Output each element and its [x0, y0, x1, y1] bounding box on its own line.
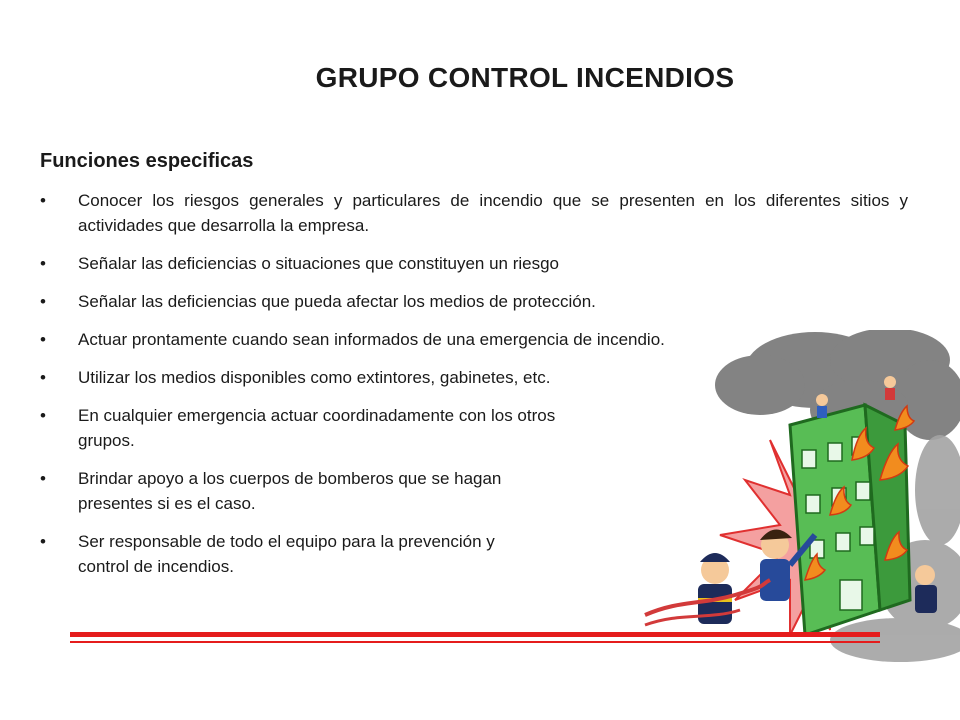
list-item-text: Utilizar los medios disponibles como extintores, gabinetes, etc. [78, 368, 551, 387]
list-item [40, 365, 678, 390]
list-item [40, 188, 908, 238]
list-item-text: Brindar apoyo a los cuerpos de bomberos que se hagan [78, 469, 502, 488]
bullet-icon: • [40, 330, 46, 349]
bullet-icon: • [40, 191, 46, 210]
bullet-icon: • [40, 292, 46, 311]
section-heading: Funciones especificas [40, 150, 254, 172]
divider-rule-thin [70, 641, 880, 643]
list-item-text: En cualquier emergencia actuar coordinadamente con los otros [78, 406, 556, 425]
list-item [40, 466, 678, 516]
slide-title: GRUPO CONTROL INCENDIOS [315, 62, 735, 93]
list-item [40, 403, 678, 453]
list-item [40, 289, 908, 314]
list-item-text: Señalar las deficiencias o situaciones que constituyen un riesgo [78, 254, 560, 273]
list-item-text: Actuar prontamente cuando sean informados de una emergencia de incendio. [78, 330, 665, 349]
bullet-icon: • [40, 532, 46, 551]
list-item-continuation: grupos. [78, 431, 135, 450]
list-item-text: Señalar las deficiencias que pueda afectar los medios de protección. [78, 292, 596, 311]
list-item [40, 251, 908, 276]
list-item-continuation: control de incendios. [78, 557, 234, 576]
bullet-icon: • [40, 368, 46, 387]
bullet-icon: • [40, 254, 46, 273]
list-item-text: Conocer los riesgos generales y particulares de incendio que se presenten en los diferentes sitios y actividades que desarrolla la empresa. [78, 191, 908, 235]
list-item-continuation: presentes si es el caso. [78, 494, 256, 513]
list-item-text: Ser responsable de todo el equipo para la prevención y [78, 532, 495, 551]
divider-rule [70, 632, 880, 637]
bullet-icon: • [40, 469, 46, 488]
list-item [40, 529, 678, 579]
bullet-icon: • [40, 406, 46, 425]
burning-building-firefighters-icon [640, 330, 960, 665]
